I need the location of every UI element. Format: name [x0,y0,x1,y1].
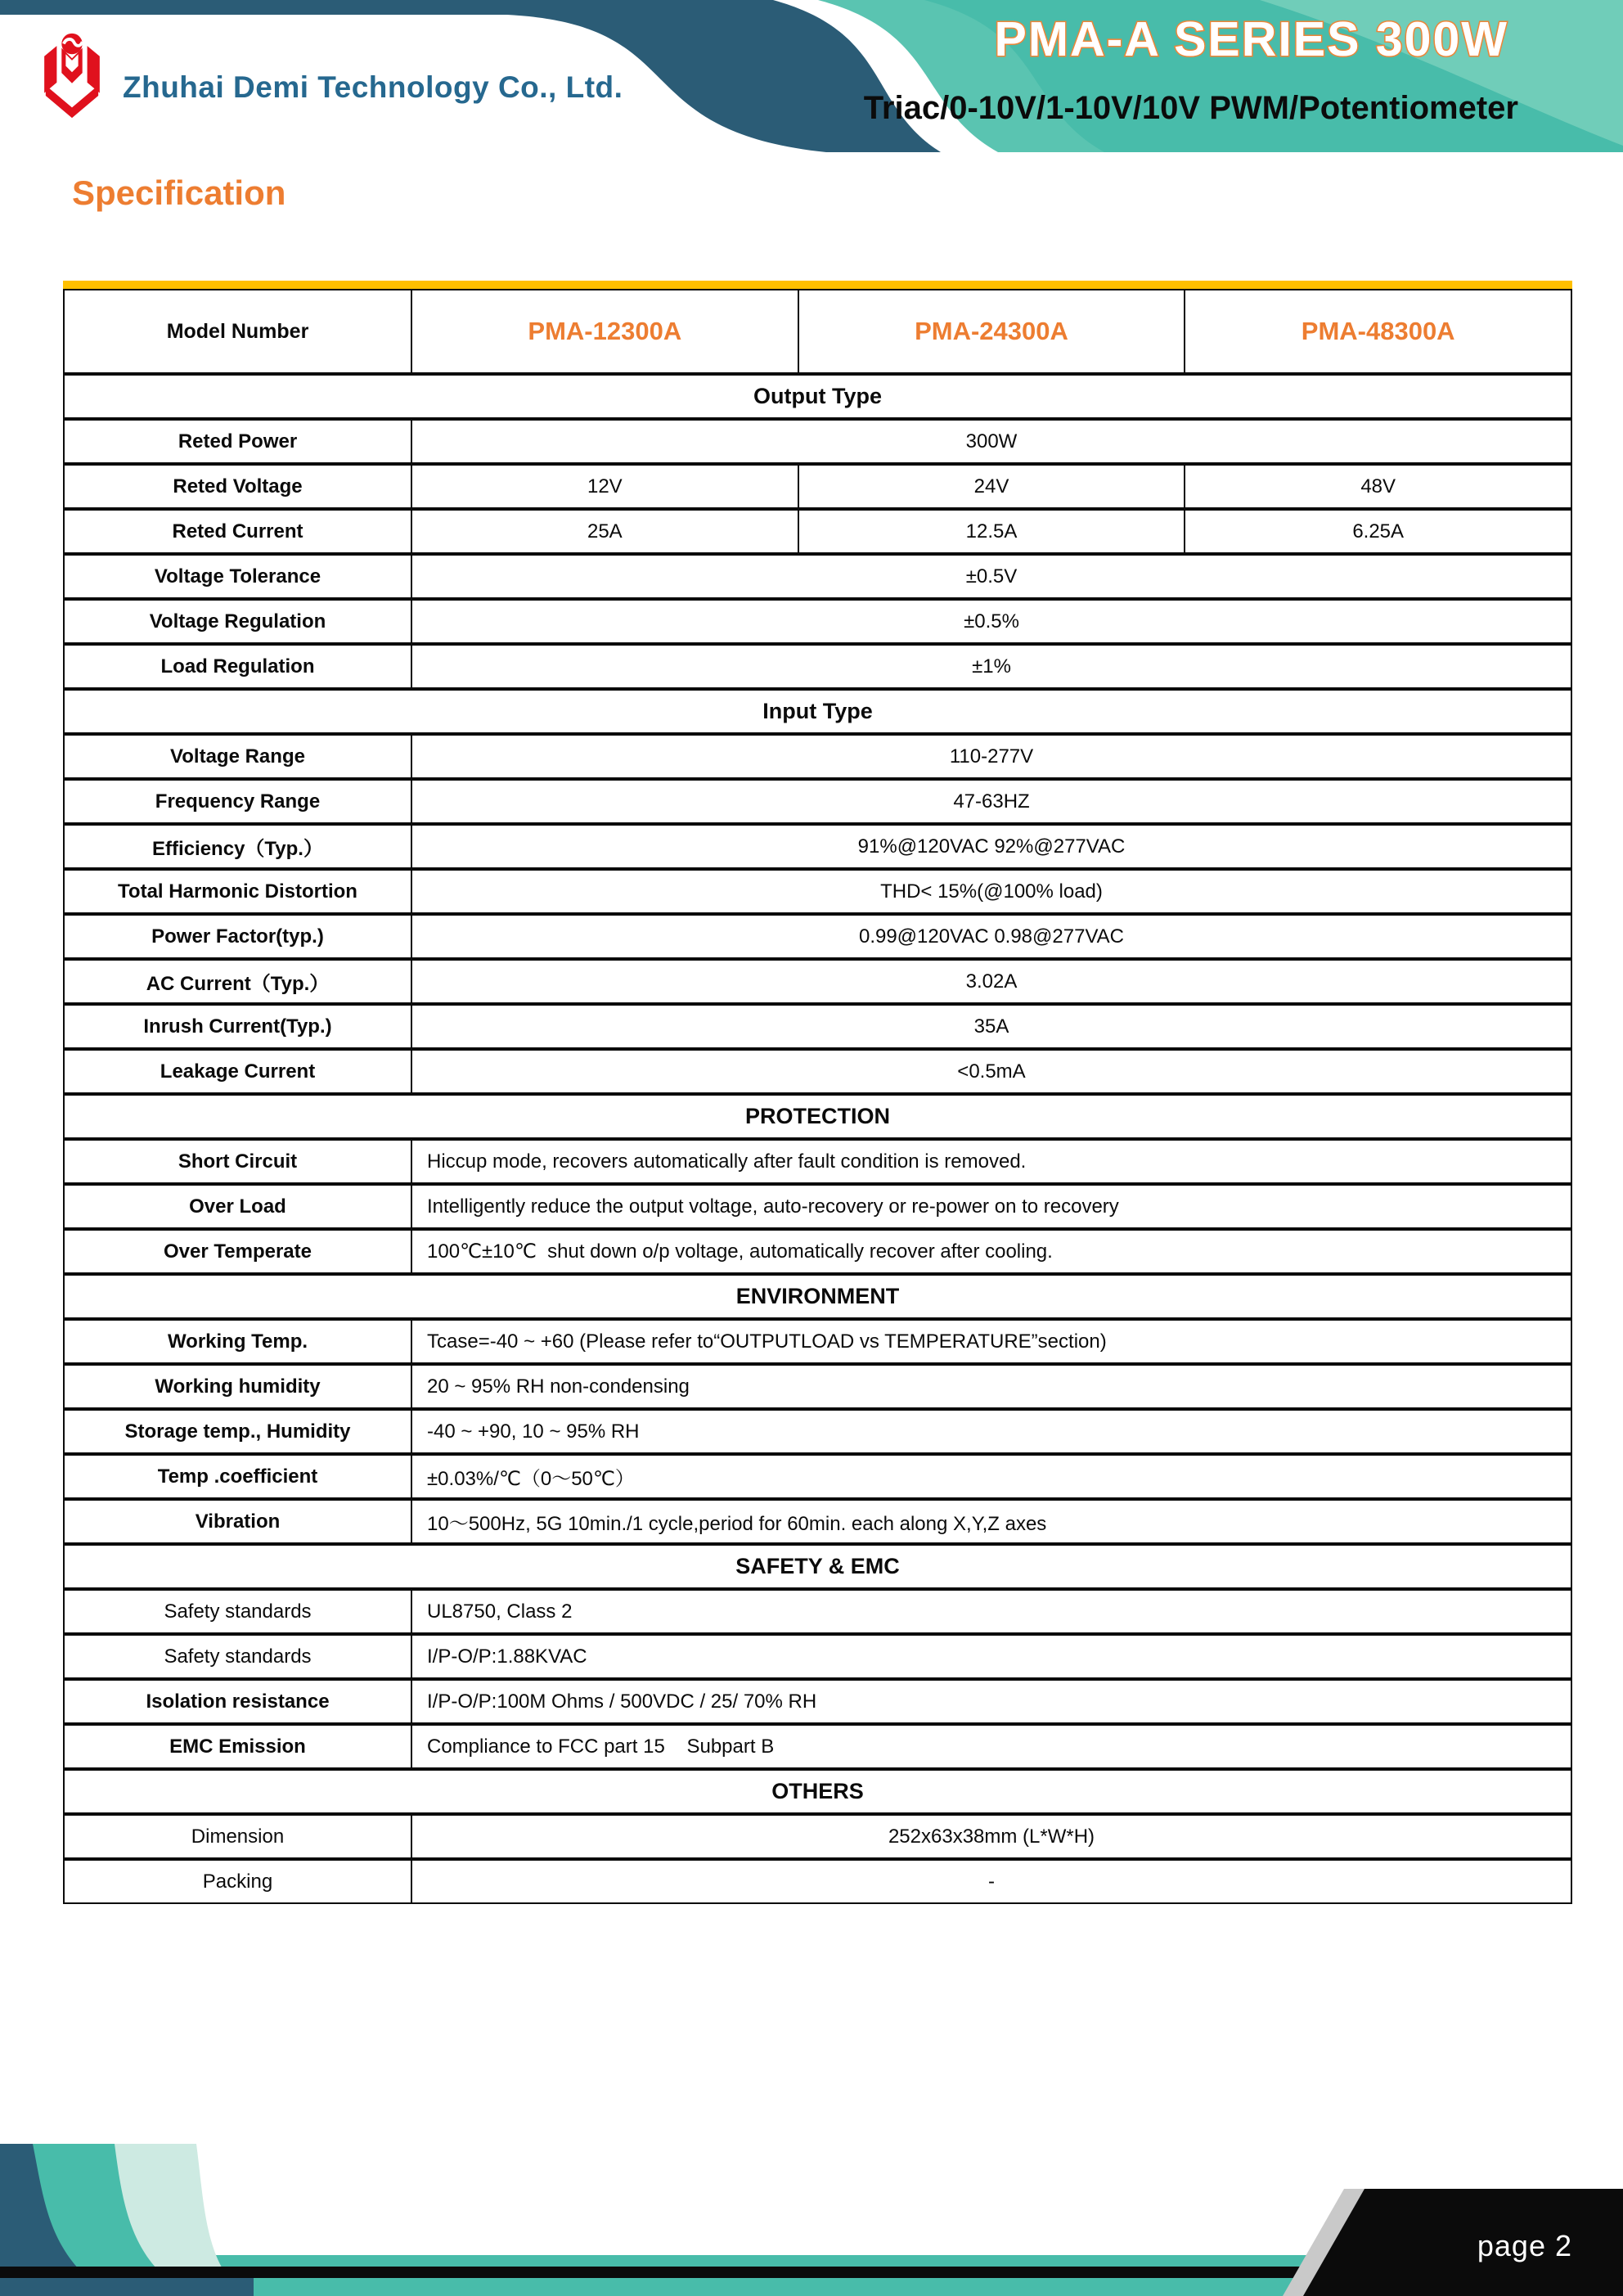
row-value: 252x63x38mm (L*W*H) [888,1825,1095,1848]
row-values [412,736,1571,777]
table-row [65,867,1571,912]
table-row [65,1002,1571,1047]
row-values [412,1141,1571,1182]
row-value: 35A [973,1015,1009,1038]
row-values [412,1186,1571,1227]
section-title: ENVIRONMENT [65,1272,1571,1317]
row-value: 100℃±10℃ shut down o/p voltage, automatically recover after cooling. [427,1240,1053,1263]
model-name: PMA-48300A [1184,290,1571,372]
table-row [65,597,1571,642]
row-label: Working Temp. [65,1321,412,1362]
section-title: PROTECTION [65,1092,1571,1137]
row-label: Temp .coefficient [65,1456,412,1497]
row-value: 91%@120VAC 92%@277VAC [857,835,1126,858]
row-values [412,1726,1571,1767]
row-values [412,1231,1571,1272]
row-value: 3.02A [965,970,1018,993]
row-value: 25A [587,520,623,542]
table-top-accent-bar [63,281,1572,289]
series-title: PMA-A SERIES 300W [994,12,1508,66]
row-value: <0.5mA [957,1060,1026,1083]
table-row [65,1362,1571,1407]
row-values [412,556,1571,597]
row-values [412,421,1571,462]
row-values [412,1411,1571,1452]
row-label: Working humidity [65,1366,412,1407]
row-value: 10～500Hz, 5G 10min./1 cycle,period for 60min. each along X,Y,Z axes [427,1513,1047,1535]
row-value: Hiccup mode, recovers automatically after fault condition is removed. [427,1150,1027,1173]
row-label: Voltage Tolerance [65,556,412,597]
row-value: 20 ~ 95% RH non-condensing [427,1375,690,1398]
row-values [412,466,1571,507]
table-row [65,1227,1571,1272]
table-row [65,1182,1571,1227]
table-row [65,912,1571,957]
table-row [65,1047,1571,1092]
row-values [412,601,1571,642]
row-label: EMC Emission [65,1726,412,1767]
model-name: PMA-12300A [528,317,682,345]
row-values [412,1501,1571,1542]
row-value: 24V [798,466,1185,507]
table-row [65,732,1571,777]
row-values [412,1591,1571,1632]
row-label: Over Temperate [65,1231,412,1272]
row-label: Leakage Current [65,1051,412,1092]
row-values [412,1861,1571,1902]
row-value: 47-63HZ [953,790,1030,813]
table-row [65,957,1571,1002]
row-value: THD< 15%(@100% load) [880,880,1103,903]
row-label: Reted Current [65,511,412,552]
page-number-label: page 2 [1477,2229,1572,2262]
table-row [65,462,1571,507]
row-value: ±0.5V [965,565,1018,588]
row-values [412,781,1571,822]
row-label: Efficiency（Typ.） [65,826,412,867]
section-title: SAFETY & EMC [65,1542,1571,1587]
table-row [65,1587,1571,1632]
page-header [0,0,1623,152]
row-value: 48V [1184,466,1571,507]
table-row [65,1632,1571,1677]
table-row [65,1497,1571,1542]
model-number-label: Model Number [65,290,412,372]
row-label: Voltage Range [65,736,412,777]
row-value: 300W [965,430,1018,452]
row-label: Isolation resistance [65,1681,412,1722]
table-row [65,1452,1571,1497]
row-value: Intelligently reduce the output voltage, auto-recovery or re-power on to recovery [427,1195,1119,1218]
row-label: Short Circuit [65,1141,412,1182]
row-values [412,1051,1571,1092]
row-label: Inrush Current(Typ.) [65,1006,412,1047]
row-value: 12.5A [798,511,1185,552]
row-values [412,961,1571,1002]
table-row [65,1812,1571,1857]
table-row [65,1857,1571,1902]
row-label: Over Load [65,1186,412,1227]
footer-wave-background [0,2132,1623,2296]
row-value: Compliance to FCC part 15 Subpart B [427,1735,775,1758]
row-label: Safety standards [65,1591,412,1632]
row-label: Storage temp., Humidity [65,1411,412,1452]
table-row [65,777,1571,822]
row-label: AC Current（Typ.） [65,961,412,1002]
row-value: 12V [587,475,623,497]
table-row [65,822,1571,867]
section-title: Input Type [65,687,1571,732]
section-title: Output Type [65,372,1571,417]
row-values [412,646,1571,687]
row-values [412,1006,1571,1047]
row-values [412,871,1571,912]
row-value: 110-277V [949,745,1034,768]
row-value: 0.99@120VAC 0.98@277VAC [858,925,1125,948]
row-label: Packing [65,1861,412,1902]
row-values [412,1681,1571,1722]
specification-table [63,289,1572,1904]
table-row [65,1677,1571,1722]
table-row [65,1407,1571,1452]
row-values [412,511,1571,552]
series-subtitle: Triac/0-10V/1-10V/10V PWM/Potentiometer [863,90,1518,126]
company-logo [33,33,111,123]
page-footer [0,2132,1623,2296]
table-row [65,1137,1571,1182]
row-value: I/P-O/P:1.88KVAC [427,1645,587,1668]
row-values [412,916,1571,957]
row-value: -40 ~ +90, 10 ~ 95% RH [427,1420,640,1443]
row-values [412,1636,1571,1677]
company-name: Zhuhai Demi Technology Co., Ltd. [123,70,623,104]
row-label: Reted Voltage [65,466,412,507]
row-label: Dimension [65,1816,412,1857]
row-values [412,1456,1571,1497]
row-value: UL8750, Class 2 [427,1600,573,1623]
table-row [65,1722,1571,1767]
table-row [65,417,1571,462]
row-value: 6.25A [1184,511,1571,552]
row-value: - [988,1870,995,1893]
row-label: Voltage Regulation [65,601,412,642]
row-value: ±0.5% [964,610,1019,633]
table-row [65,642,1571,687]
row-label: Vibration [65,1501,412,1542]
model-number-row [65,290,1571,372]
row-label: Safety standards [65,1636,412,1677]
row-value: ±0.03%/℃（0～50℃） [427,1468,635,1490]
row-label: Frequency Range [65,781,412,822]
table-row [65,1317,1571,1362]
table-row [65,507,1571,552]
model-number-values [412,290,1571,372]
row-values [412,1366,1571,1407]
row-label: Load Regulation [65,646,412,687]
row-label: Total Harmonic Distortion [65,871,412,912]
row-value: I/P-O/P:100M Ohms / 500VDC / 25/ 70% RH [427,1690,817,1713]
row-value: ±1% [972,655,1011,678]
model-name: PMA-24300A [798,290,1185,372]
row-label: Reted Power [65,421,412,462]
row-label: Power Factor(typ.) [65,916,412,957]
row-values [412,826,1571,867]
row-values [412,1321,1571,1362]
section-title: OTHERS [65,1767,1571,1812]
page-title: Specification [72,173,286,212]
row-values [412,1816,1571,1857]
table-row [65,552,1571,597]
row-value: Tcase=-40 ~ +60 (Please refer to“OUTPUTLOAD vs TEMPERATURE”section) [427,1330,1107,1353]
